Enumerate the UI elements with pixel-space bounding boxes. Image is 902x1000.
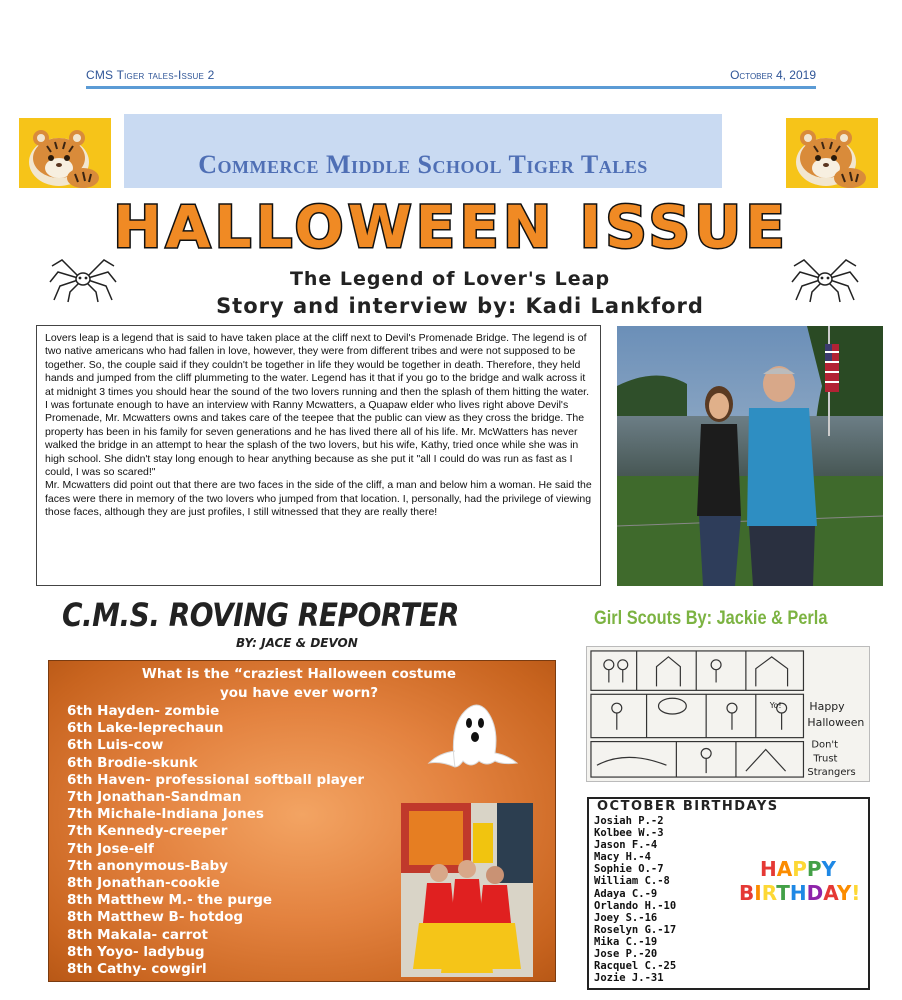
roving-answer: 6th Brodie-skunk — [67, 754, 198, 771]
story-paragraph: Mr. Mcwatters did point out that there are two faces in the side of the cliff, a man and below him a woman. He said the faces were there in memory of the two lovers who jumped from that location. I, personally, had the privilege of viewing those faces, although they are just profiles, I still witnessed that they are really there! — [45, 479, 592, 519]
roving-answer: 8th Matthew B- hotdog — [67, 909, 244, 926]
roving-answer: 8th Matthew M.- the purge — [67, 892, 273, 909]
birthday-entry: Kolbee W.-3 — [594, 827, 664, 840]
story-paragraph: I was fortunate enough to have an interview with Ranny Mcwatters, a Quapaw elder who lives right above Devil's Promenade, Mr. Mcwatters owns and takes care of the teepee that the public can view as they cross the bridge. The property has been in his family for seven generations and he has lived there all of his life. Mr. McWatters has never walked the bridge in an attempt to hear the splash of the two lovers, but his wife, Kathy, tried once while she was in high school. She didn't stay long enough to hear anything because as she put it "all I could do was run as fast as I could, I was so scared!" — [45, 399, 585, 479]
roving-answer: 7th Michale-Indiana Jones — [67, 806, 264, 823]
birthday-entry: Macy H.-4 — [594, 851, 651, 864]
birthday-entry: Jose P.-20 — [594, 948, 658, 961]
birthday-entry: Jozie J.-31 — [594, 972, 664, 985]
birthday-entry: Sophie O.-7 — [594, 863, 664, 876]
drawing-strangers: Strangers — [807, 767, 856, 779]
birthday-entry: Orlando H.-10 — [594, 899, 677, 912]
girl-scouts-comic-drawing — [586, 646, 870, 782]
roving-answer: 8th Cathy- cowgirl — [67, 961, 207, 978]
roving-answer: 7th anonymous-Baby — [67, 857, 229, 874]
roving-reporter-box — [48, 660, 556, 982]
roving-answer: 6th Luis-cow — [67, 737, 164, 754]
tiger-cub-image-left — [19, 118, 111, 188]
birthday-entry: Jason F.-4 — [594, 839, 658, 852]
roving-answer: 8th Makala- carrot — [67, 926, 208, 943]
roving-answer: 7th Jonathan-Sandman — [67, 789, 242, 806]
happy-birthday-line2: BIRTHDAY! — [739, 881, 861, 905]
birthday-entry: Racquel C.-25 — [594, 960, 677, 973]
costume-photo — [401, 803, 533, 977]
drawing-yo: Yo! — [769, 701, 782, 711]
birthday-entry: Adaya C.-9 — [594, 887, 658, 900]
birthday-entry: Joey S.-16 — [594, 911, 658, 924]
roving-question-line: you have ever worn? — [219, 685, 379, 701]
spider-icon — [48, 252, 118, 304]
roving-reporter-byline: BY: JACE & DEVON — [236, 636, 358, 650]
birthday-entry: Josiah P.-2 — [594, 815, 664, 827]
story-byline: Story and interview by: Kadi Lankford — [216, 294, 704, 318]
roving-question-line: What is the “craziest Halloween costume — [141, 666, 457, 682]
roving-answers — [67, 703, 364, 978]
happy-birthday-line1: HAPPY — [759, 857, 837, 881]
story-title: The Legend of Lover's Leap — [289, 268, 611, 290]
header-rule — [86, 86, 816, 89]
drawing-halloween: Halloween — [807, 715, 865, 729]
halloween-issue-banner: HALLOWEEN ISSUE — [113, 193, 789, 261]
girl-scouts-title: Girl Scouts By: Jackie & Perla — [594, 608, 828, 629]
tiger-cub-image-right — [786, 118, 878, 188]
roving-answer: 6th Lake-leprechaun — [67, 720, 224, 737]
spider-icon — [790, 252, 860, 304]
masthead-title: Commerce Middle School Tiger Tales — [198, 150, 648, 179]
issue-date: October 4, 2019 — [730, 68, 816, 82]
drawing-dont: Don't — [811, 739, 839, 751]
roving-answer: 6th Hayden- zombie — [67, 703, 220, 719]
birthdays-list — [594, 815, 676, 984]
roving-answer: 8th Jonathan-cookie — [67, 875, 220, 892]
drawing-happy: Happy — [809, 700, 845, 714]
roving-reporter-title: C.M.S. ROVING REPORTER — [62, 596, 459, 634]
roving-answer: 8th Yoyo- ladybug — [67, 943, 205, 960]
issue-label: CMS Tiger tales-Issue 2 — [86, 68, 215, 82]
birthdays-title: OCTOBER BIRTHDAYS — [597, 799, 779, 814]
birthday-entry: William C.-8 — [594, 875, 670, 888]
interview-photo — [617, 326, 883, 586]
story-text-box — [36, 325, 601, 586]
birthday-entry: Roselyn G.-17 — [594, 923, 677, 936]
drawing-trust: Trust — [813, 753, 838, 765]
roving-answer: 7th Kennedy-creeper — [67, 823, 228, 840]
october-birthdays-box — [587, 797, 870, 990]
ghost-icon — [425, 697, 521, 769]
roving-answer: 7th Jose-elf — [67, 840, 154, 857]
masthead-title-box — [124, 114, 722, 188]
happy-birthday-badge — [739, 857, 861, 917]
story-paragraph: Lovers leap is a legend that is said to have taken place at the cliff next to Devil's Promenade Bridge. The legend is of two native americans who had fallen in love, however, they were from different tribes and were not supposed to be together. So, the couple said if they couldn't be together in life they would be together in death. Therefore, they held hands and jumped from the cliff plummeting to the water. Legend has it that if you go to the bridge and walk across it at midnight 3 times you should hear the sound of the two lovers running and then the splash of them hitting the water. — [45, 332, 590, 398]
birthday-entry: Mika C.-19 — [594, 935, 658, 948]
roving-answer: 6th Haven- professional softball player — [67, 771, 365, 788]
